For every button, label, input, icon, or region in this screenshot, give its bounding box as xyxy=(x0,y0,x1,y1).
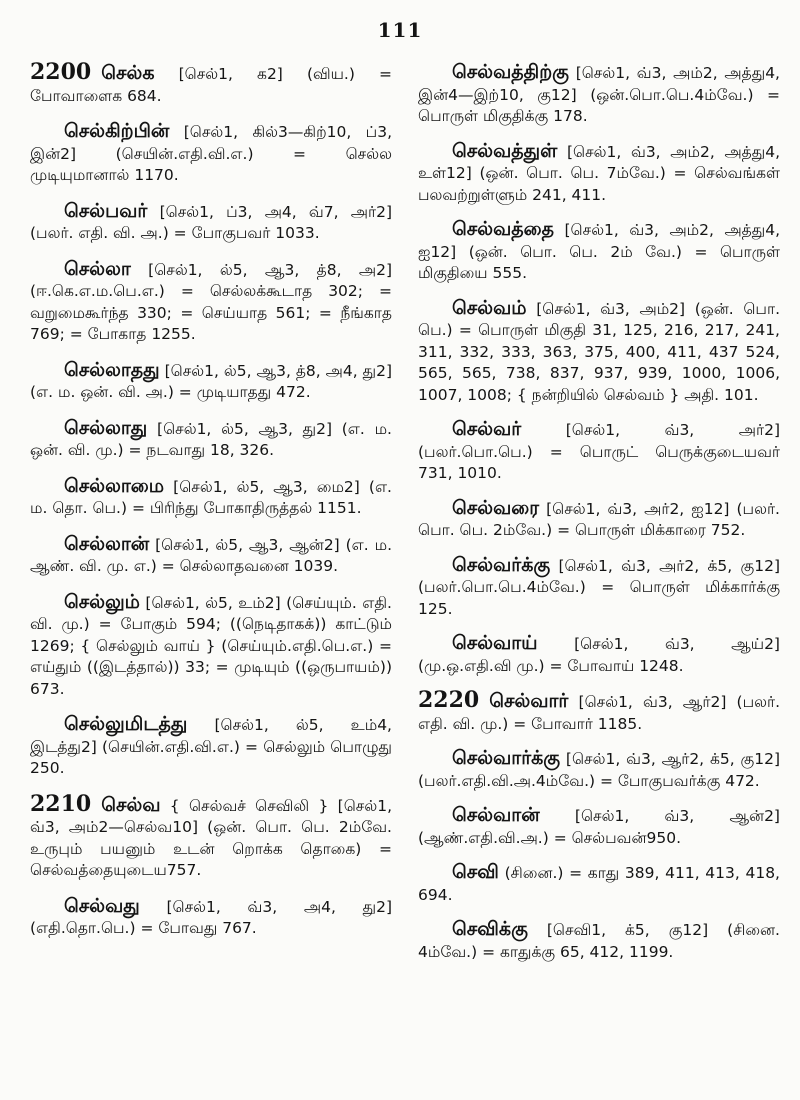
entry-definition: [செல்1, வ்3, ஆர்2] (பலர். எதி. வி. மு.) = போவார் 1185. xyxy=(418,693,780,733)
dictionary-entry xyxy=(418,633,780,677)
entry-headword: செல்வர்க்கு xyxy=(452,553,551,576)
entry-definition: [செல்1, வ்3, அ4, து2] (எதி.தொ.பெ.) = போவது 767. xyxy=(30,897,392,937)
entry-headword: செல்வார் xyxy=(489,690,569,712)
entry-headword: செல்வாய் xyxy=(452,632,538,654)
entry-headword: செவி xyxy=(452,861,499,883)
dictionary-entry xyxy=(30,201,392,245)
entry-headword: செல்வார்க்கு xyxy=(452,747,561,769)
entry-definition: [செல்1, வ்3, அர்2] (பலர்.பொ.பெ.) = பொருட் பெருக்குடையவர் 731, 1010. xyxy=(418,421,780,482)
dictionary-entry xyxy=(30,534,392,578)
entry-definition: [செல்1, ப்3, அ4, வ்7, அர்2] (பலர். எதி. வி. அ.) = போகுபவர் 1033. xyxy=(30,202,393,242)
entry-headword: செவிக்கு xyxy=(452,918,528,940)
entry-headword: செல்வத்திற்கு xyxy=(452,61,569,83)
entry-definition: [செல்1, வ்3, அம்2, அத்து4, இன்4—இற்10, கு12] (ஒன்.பொ.பெ.4ம்வே.) = பொருள் மிகுதிக்கு 178. xyxy=(418,64,780,125)
entry-definition: [செல்1, வ்3, ஆன்2] (ஆண்.எதி.வி.அ.) = செல்பவன்950. xyxy=(418,807,780,847)
entry-definition: [செல்1, வ்3, அம்2, அத்து4, ஐ12] (ஒன். பொ. பெ. 2ம் வே.) = பொருள் மிகுதியை 555. xyxy=(418,221,780,282)
dictionary-entry xyxy=(418,298,780,407)
dictionary-entry xyxy=(418,419,780,485)
page-number: 111 xyxy=(377,18,423,42)
dictionary-entry xyxy=(418,687,780,735)
entry-headword: செல்பவர் xyxy=(64,199,148,222)
right-column xyxy=(418,62,780,1072)
entry-headword: செல்லாமை xyxy=(64,474,165,497)
entry-definition: [செல்1, வ்3, அம்2, அத்து4, உள்12] (ஒன். பொ. பெ. 7ம்வே.) = செல்வங்கள் பலவற்றுள்ளும் 241, 411. xyxy=(418,142,780,204)
entry-definition: [செல்1, வ்3, ஆய்2] (மு.ஒ.எதி.வி மு.) = போவாய் 1248. xyxy=(418,635,780,675)
entry-definition: [செல்1, வ்3, அர்2, க்5, கு12] (பலர்.பொ.பெ.4ம்வே.) = பொருள் மிக்கார்க்கு 125. xyxy=(418,556,780,618)
dictionary-entry xyxy=(418,805,780,849)
dictionary-entry xyxy=(418,141,780,207)
entry-definition: [செல்1, ல்5, ஆ3, த்8, அ4, து2] (எ. ம. ஒன். வி. அ.) = முடியாதது 472. xyxy=(30,361,392,401)
entry-definition: [செவி1, க்5, கு12] (சினை. 4ம்வே.) = காதுக்கு 65, 412, 1199. xyxy=(418,921,780,961)
entry-definition: [செல்1, ல்5, ஆ3, ஆன்2] (எ. ம. ஆண். வி. மு. எ.) = செல்லாதவனை 1039. xyxy=(30,535,392,575)
dictionary-entry xyxy=(418,555,780,621)
entry-headword: செல்லும் xyxy=(64,590,140,613)
entry-headword: செல்லுமிடத்து xyxy=(64,713,188,735)
entry-headword: செல்வர் xyxy=(452,418,522,440)
dictionary-entry xyxy=(30,121,392,187)
entry-number: 2220 xyxy=(418,687,480,713)
entry-headword: செல்வம் xyxy=(452,296,527,319)
entry-definition: [செல்1, வ்3, ஆர்2, க்5, கு12] (பலர்.எதி.வி.அ.4ம்வே.) = போகுபவர்க்கு 472. xyxy=(418,750,780,790)
entry-definition: [செல்1, க2] (விய.) = போவாளைக 684. xyxy=(30,65,392,105)
entry-headword: செல்வ xyxy=(101,793,161,816)
entry-definition: [செல்1, ல்5, உம்4, இடத்து2] (செயின்.எதி.வி.எ.) = செல்லும் பொழுது 250. xyxy=(30,716,392,777)
dictionary-entry xyxy=(30,418,392,462)
entry-definition: [செல்1, வ்3, அம்2] (ஒன். பொ. பெ.) = பொருள் மிகுதி 31, 125, 216, 217, 241, 311, 332, 333, 363, 375, 400, 411, 437 524, 565, 565, 738, 837, 937, 939, 1000, 1006, 1007, 1008; { நன்றியில் செல்வம் } அதி. 101. xyxy=(418,299,780,404)
dictionary-entry xyxy=(418,748,780,792)
entry-headword: செல்லா xyxy=(64,257,131,280)
entry-number: 2210 xyxy=(30,790,92,817)
dictionary-entry xyxy=(30,714,392,780)
dictionary-entry xyxy=(30,896,392,940)
entry-headword: செல்கிற்பின் xyxy=(64,120,170,142)
entry-number: 2200 xyxy=(30,59,92,85)
entry-definition: [செல்1, வ்3, அர்2, ஐ12] (பலர். பொ. பெ. 2ம்வே.) = பொருள் மிக்காரை 752. xyxy=(418,499,780,539)
dictionary-entry xyxy=(418,219,780,285)
dictionary-entry xyxy=(30,592,392,701)
dictionary-entry xyxy=(30,259,392,346)
entry-headword: செல்லாது xyxy=(64,416,148,439)
entry-headword: செல்வது xyxy=(64,894,140,917)
dictionary-columns xyxy=(30,59,780,1072)
dictionary-entry xyxy=(418,62,780,128)
left-column xyxy=(30,59,393,1072)
entry-headword: செல்லாதது xyxy=(64,358,160,381)
entry-headword: செல்வான் xyxy=(452,804,540,826)
dictionary-entry xyxy=(30,790,392,882)
entry-definition: [செல்1, ல்5, ஆ3, து2] (எ. ம. ஒன். வி. மு.) = நடவாது 18, 326. xyxy=(30,419,392,459)
dictionary-entry xyxy=(418,498,780,542)
entry-definition: (சினை.) = காது 389, 411, 413, 418, 694. xyxy=(418,864,780,904)
entry-headword: செல்வத்தை xyxy=(452,218,554,240)
entry-headword: செல்க xyxy=(101,62,155,84)
entry-definition: [செல்1, கில்3—கிற்10, ப்3, இன்2] (செயின்.எதி.வி.எ.) = செல்ல முடியுமானால் 1170. xyxy=(30,123,392,184)
entry-definition: [செல்1, ல்5, ஆ3, மை2] (எ. ம. தொ. பெ.) = பிரிந்து போகாதிருத்தல் 1151. xyxy=(30,477,392,517)
dictionary-entry xyxy=(30,59,392,107)
entry-headword: செல்வரை xyxy=(452,496,540,519)
entry-definition: { செல்வச் செவிலி } [செல்1, வ்3, அம்2—செல்வ10] (ஒன். பொ. பெ. 2ம்வே. உருபும் பயனும் உடன் றொக்க தொகை) = செல்வத்தையுடைய757. xyxy=(30,796,392,879)
entry-headword: செல்வத்துள் xyxy=(452,139,558,162)
entry-headword: செல்லான் xyxy=(64,532,150,555)
entry-definition: [செல்1, ல்5, ஆ3, த்8, அ2] (ஈ.கெ.எ.ம.பெ.எ.) = செல்லக்கூடாத 302; = வறுமைகூர்ந்த 330; = செய்யாத 561; = நீங்காத 769; = போகாத 1255. xyxy=(30,260,392,343)
dictionary-entry xyxy=(418,862,780,906)
entry-definition: [செல்1, ல்5, உம்2] (செய்யும். எதி. வி. மு.) = போகும் 594; ((நெடிதாகக்)) காட்டும் 1269; { செல்லும் வாய் } (செய்யும்.எதி.பெ.எ.) = எய்தும் ((இடத்தால்)) 33; = முடியும் ((ஒருபாயம்)) 673. xyxy=(30,593,392,698)
dictionary-entry xyxy=(418,919,780,963)
dictionary-entry xyxy=(30,360,392,404)
dictionary-entry xyxy=(30,476,392,520)
